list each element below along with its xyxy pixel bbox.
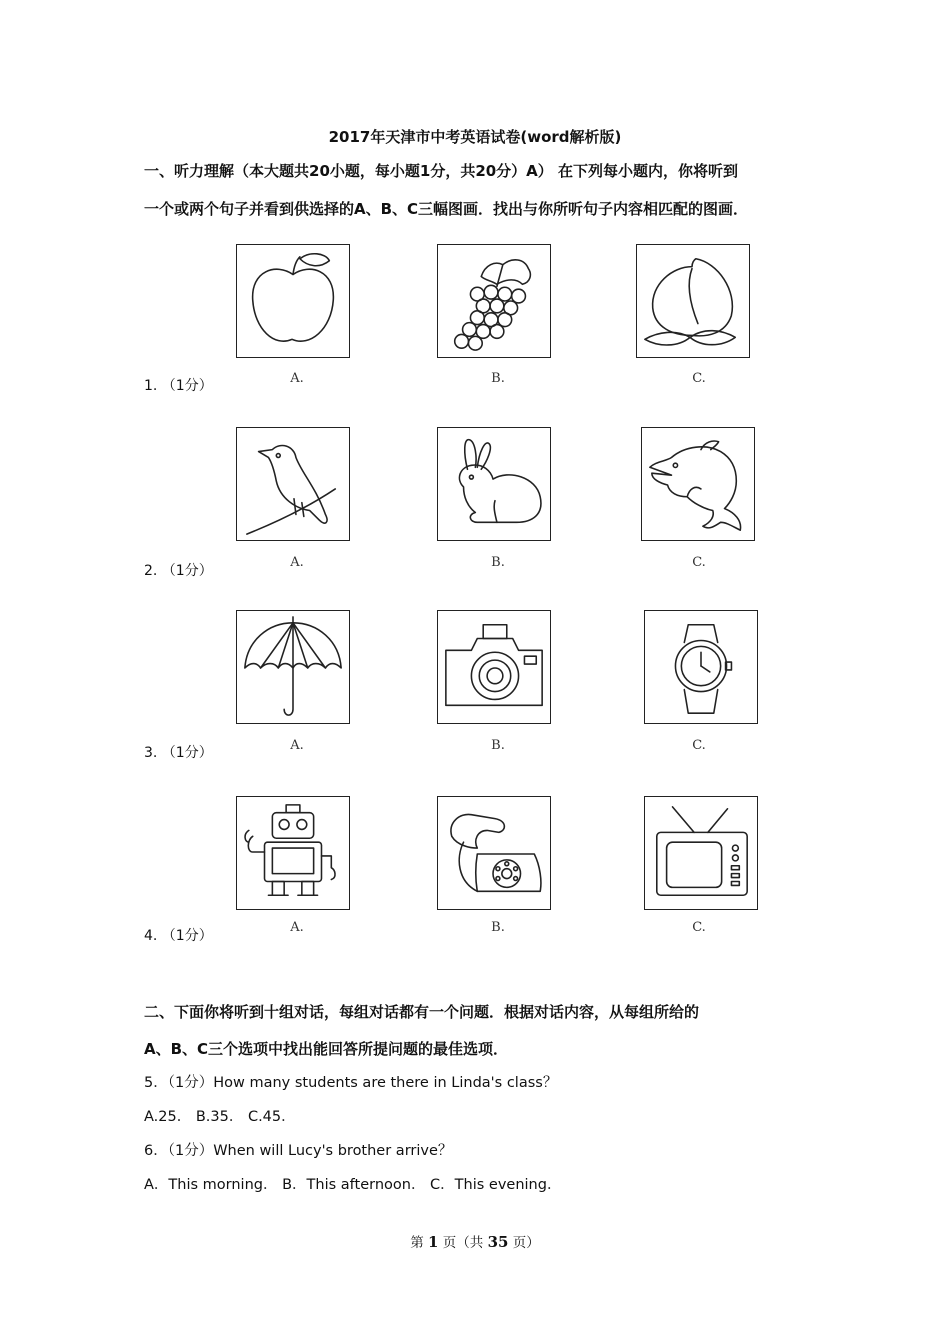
peach-icon	[636, 244, 750, 358]
umbrella-icon	[236, 610, 350, 724]
question-4-option-c: C.	[692, 920, 706, 935]
rabbit-icon	[437, 427, 551, 541]
question-6-prompt: 6．（1分）When will Lucy's brother arrive？	[144, 1143, 453, 1159]
question-2-label: 2. （1分）	[144, 563, 213, 579]
question-5-options: A.25． B.35． C.45．	[144, 1109, 296, 1125]
question-1-option-c: C.	[692, 371, 706, 386]
dolphin-icon	[641, 427, 755, 541]
telephone-icon	[437, 796, 551, 910]
robot-icon	[236, 796, 350, 910]
footer-page-number: 1	[428, 1233, 439, 1251]
question-4-option-b: B.	[491, 920, 505, 935]
question-3-option-b: B.	[491, 738, 505, 753]
footer-total-pages: 35	[487, 1233, 509, 1251]
question-2-option-c: C.	[692, 555, 706, 570]
question-4-option-a: A.	[290, 920, 304, 935]
television-icon	[644, 796, 758, 910]
question-1-option-b: B.	[491, 371, 505, 386]
question-6-options: A．This morning． B．This afternoon． C．This evening．	[144, 1177, 562, 1193]
section1-instruction-line1: 一、听力理解（本大题共20小题，每小题1分，共20分）A） 在下列每小题内，你将听到	[144, 162, 739, 180]
bird-icon	[236, 427, 350, 541]
question-5-prompt: 5．（1分）How many students are there in Linda's class？	[144, 1075, 558, 1091]
section2-instruction-line1: 二、下面你将听到十组对话，每组对话都有一个问题．根据对话内容，从每组所给的	[144, 1003, 700, 1021]
question-1-label: 1. （1分）	[144, 378, 213, 394]
question-3-option-a: A.	[290, 738, 304, 753]
page-title: 2017年天津市中考英语试卷(word解析版)	[328, 128, 622, 146]
question-2-option-b: B.	[491, 555, 505, 570]
footer-suffix: 页）	[508, 1235, 540, 1251]
question-4-label: 4. （1分）	[144, 928, 213, 944]
question-3-option-c: C.	[692, 738, 706, 753]
section2-instruction-line2: A、B、C三个选项中找出能回答所提问题的最佳选项．	[144, 1040, 509, 1058]
camera-icon	[437, 610, 551, 724]
page-footer	[0, 1231, 950, 1251]
watch-icon	[644, 610, 758, 724]
question-1-option-a: A.	[290, 371, 304, 386]
question-2-option-a: A.	[290, 555, 304, 570]
footer-prefix: 第	[410, 1235, 429, 1251]
apple-icon	[236, 244, 350, 358]
section1-instruction-line2: 一个或两个句子并看到供选择的A、B、C三幅图画．找出与你所听句子内容相匹配的图画．	[144, 200, 749, 218]
footer-middle: 页（共	[438, 1235, 488, 1251]
question-3-label: 3. （1分）	[144, 745, 213, 761]
grapes-icon	[437, 244, 551, 358]
